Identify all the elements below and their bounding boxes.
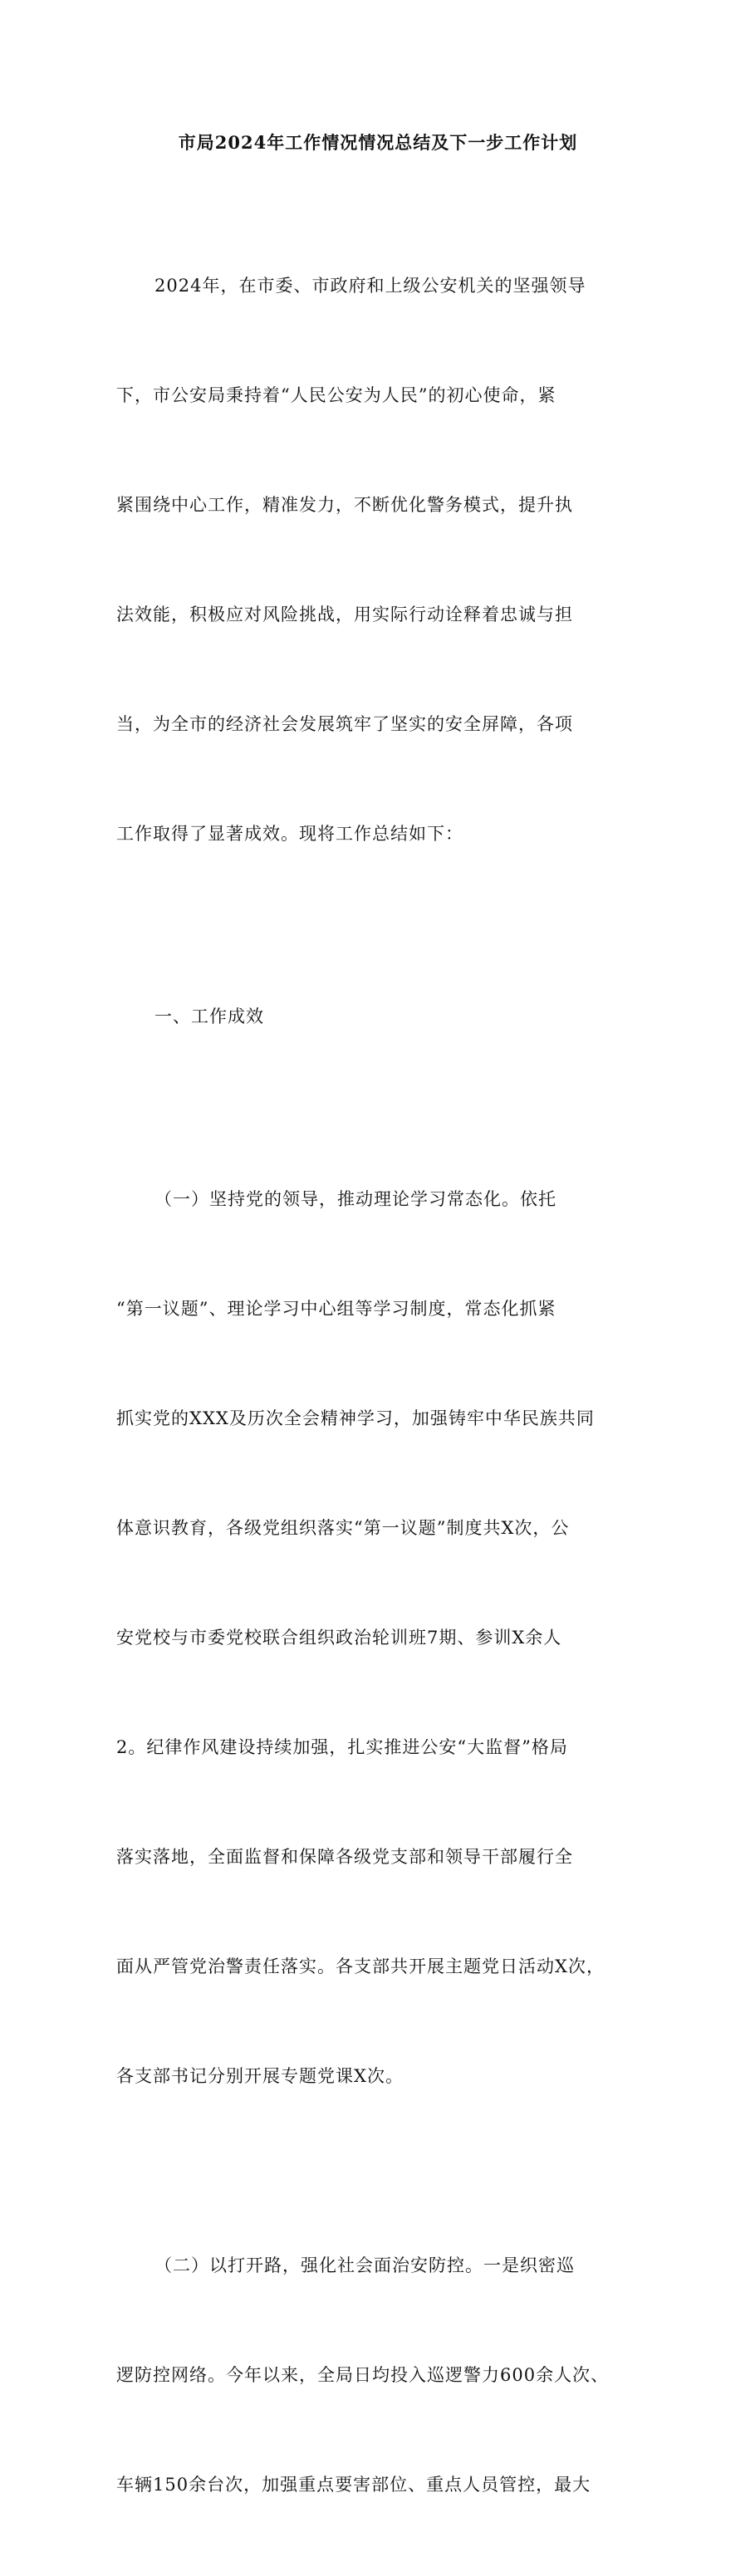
section-heading: [116, 925, 641, 1108]
paragraph-intro: [116, 194, 641, 925]
paragraph-line: （一）坚持党的领导，推动理论学习常态化。依托: [154, 1189, 556, 1209]
paragraph-line: （二）以打开路，强化社会面治安防控。一是织密巡: [154, 2255, 575, 2275]
paragraph-line: 抓实党的XXX及历次全会精神学习，加强铸牢中华民族共同: [116, 1408, 595, 1428]
paragraph-line: 车辆150余台次，加强重点要害部位、重点人员管控，最大: [116, 2475, 591, 2495]
paragraph-gap: [116, 2167, 641, 2174]
section-heading-line: 一、工作成效: [154, 1006, 264, 1026]
paragraph-line: 面从严管党治警责任落实。各支部共开展主题党日活动X次，: [116, 1956, 605, 1976]
paragraph-line: 各支部书记分别开展专题党课X次。: [116, 2066, 404, 2086]
paragraph-line: 安党校与市委党校联合组织政治轮训班7期、参训X余人: [116, 1628, 562, 1648]
paragraph-line: 落实落地，全面监督和保障各级党支部和领导干部履行全: [116, 1847, 573, 1867]
paragraph-security-control: [116, 2174, 641, 2576]
paragraph-line: 当，为全市的经济社会发展筑牢了坚实的安全屏障，各项: [116, 714, 573, 734]
paragraph-line: 逻防控网络。今年以来，全局日均投入巡逻警力600余人次、: [116, 2365, 610, 2385]
paragraph-party-leadership: [116, 1108, 641, 2167]
paragraph-line: 2024年，在市委、市政府和上级公安机关的坚强领导: [154, 276, 586, 296]
paragraph-line: 紧围绕中心工作，精准发力，不断优化警务模式，提升执: [116, 495, 573, 515]
paragraph-line: 下，市公安局秉持着“人民公安为人民”的初心使命，紧: [116, 385, 556, 405]
paragraph-line: 工作取得了显著成效。现将工作总结如下：: [116, 824, 463, 844]
document-title: 市局2024年工作情况情况总结及下一步工作计划: [178, 132, 578, 153]
paragraph-line: “第一议题”、理论学习中心组等学习制度，常态化抓紧: [116, 1299, 556, 1319]
paragraph-line: 体意识教育，各级党组织落实“第一议题”制度共X次，公: [116, 1518, 570, 1538]
document-body: [116, 194, 641, 2576]
paragraph-line: 法效能，积极应对风险挑战，用实际行动诠释着忠诚与担: [116, 605, 573, 624]
paragraph-line: 2。纪律作风建设持续加强，扎实推进公安“大监督”格局: [116, 1737, 568, 1757]
